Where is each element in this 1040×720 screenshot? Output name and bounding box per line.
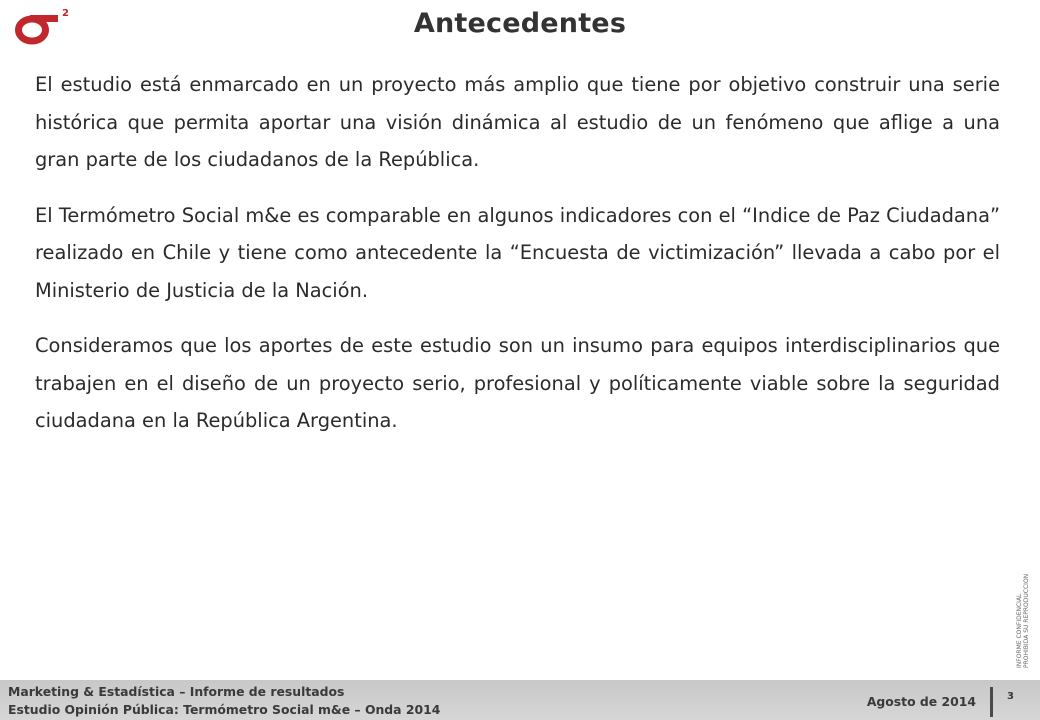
confidential-line-1: INFORME CONFIDENCIAL xyxy=(1016,593,1023,668)
logo-superscript: 2 xyxy=(62,8,69,19)
page-number: 3 xyxy=(1007,691,1014,702)
footer-bar xyxy=(0,680,1040,720)
footer-date: Agosto de 2014 xyxy=(866,694,976,709)
confidential-line-2: PROHIBIDA SU REPRODUCCION xyxy=(1023,573,1030,668)
footer-report-info xyxy=(8,683,440,719)
footer-line-1: Marketing & Estadística – Informe de resultados xyxy=(8,684,345,699)
footer-divider xyxy=(990,687,993,717)
paragraph-1: El estudio está enmarcado en un proyecto más amplio que tiene por objetivo construir una serie histórica que permita aportar una visión dinámica al estudio de un fenómeno que aflige a una gran parte de los ciudadanos de la República. xyxy=(35,73,1000,171)
confidential-notice xyxy=(1016,556,1038,668)
page-title: Antecedentes xyxy=(413,8,627,39)
body-text xyxy=(35,66,1000,458)
paragraph-3: Consideramos que los aportes de este estudio son un insumo para equipos interdisciplinarios que trabajen en el diseño de un proyecto serio, profesional y políticamente viable sobre la seguridad ciudadana en la República Argentina. xyxy=(35,334,1000,432)
paragraph-2: El Termómetro Social m&e es comparable en algunos indicadores con el “Indice de Paz Ciudadana” realizado en Chile y tiene como antecedente la “Encuesta de victimización” llevada a cabo por el Ministerio de Justicia de la Nación. xyxy=(35,203,1000,302)
footer-line-2: Estudio Opinión Pública: Termómetro Social m&e – Onda 2014 xyxy=(8,702,441,717)
